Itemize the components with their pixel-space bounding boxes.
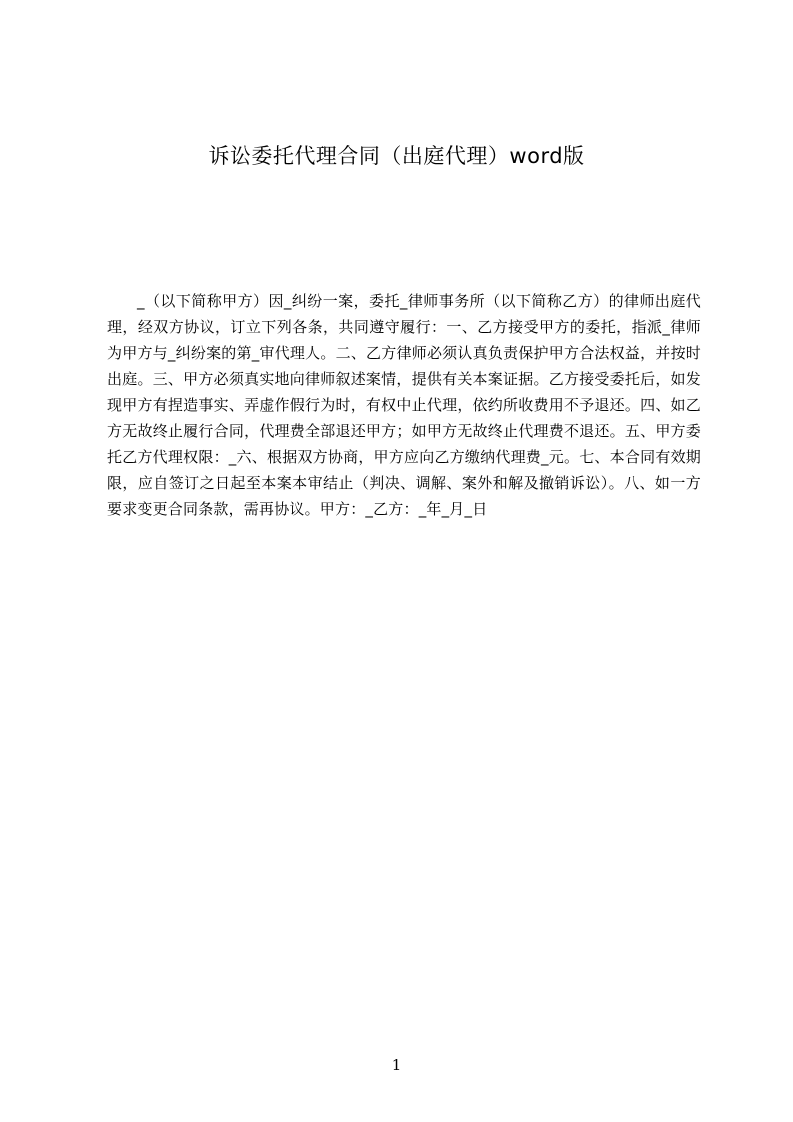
document-title: 诉讼委托代理合同（出庭代理）word版 bbox=[208, 144, 585, 168]
page-number: 1 bbox=[391, 1056, 402, 1074]
document-body-paragraph: _（以下简称甲方）因_纠纷一案，委托_律师事务所（以下简称乙方）的律师出庭代理，经双方协议，订立下列各条，共同遵守履行：一、乙方接受甲方的委托，指派_律师为甲方与_纠纷案的第_审代理人。二、乙方律师必须认真负责保护甲方合法权益，并按时出庭。三、甲方必须真实地向律师叙述案情，提供有关本案证据。乙方接受委托后，如发现甲方有捏造事实、弄虚作假行为时，有权中止代理，依约所收费用不予退还。四、如乙方无故终止履行合同，代理费全部退还甲方；如甲方无故终止代理费不退还。五、甲方委托乙方代理权限：_六、根据双方协商，甲方应向乙方缴纳代理费_元。七、本合同有效期限，应自签订之日起至本案本审结止（判决、调解、案外和解及撤销诉讼）。八、如一方要求变更合同条款，需再协议。甲方：_乙方：_年_月_日 bbox=[107, 292, 701, 518]
